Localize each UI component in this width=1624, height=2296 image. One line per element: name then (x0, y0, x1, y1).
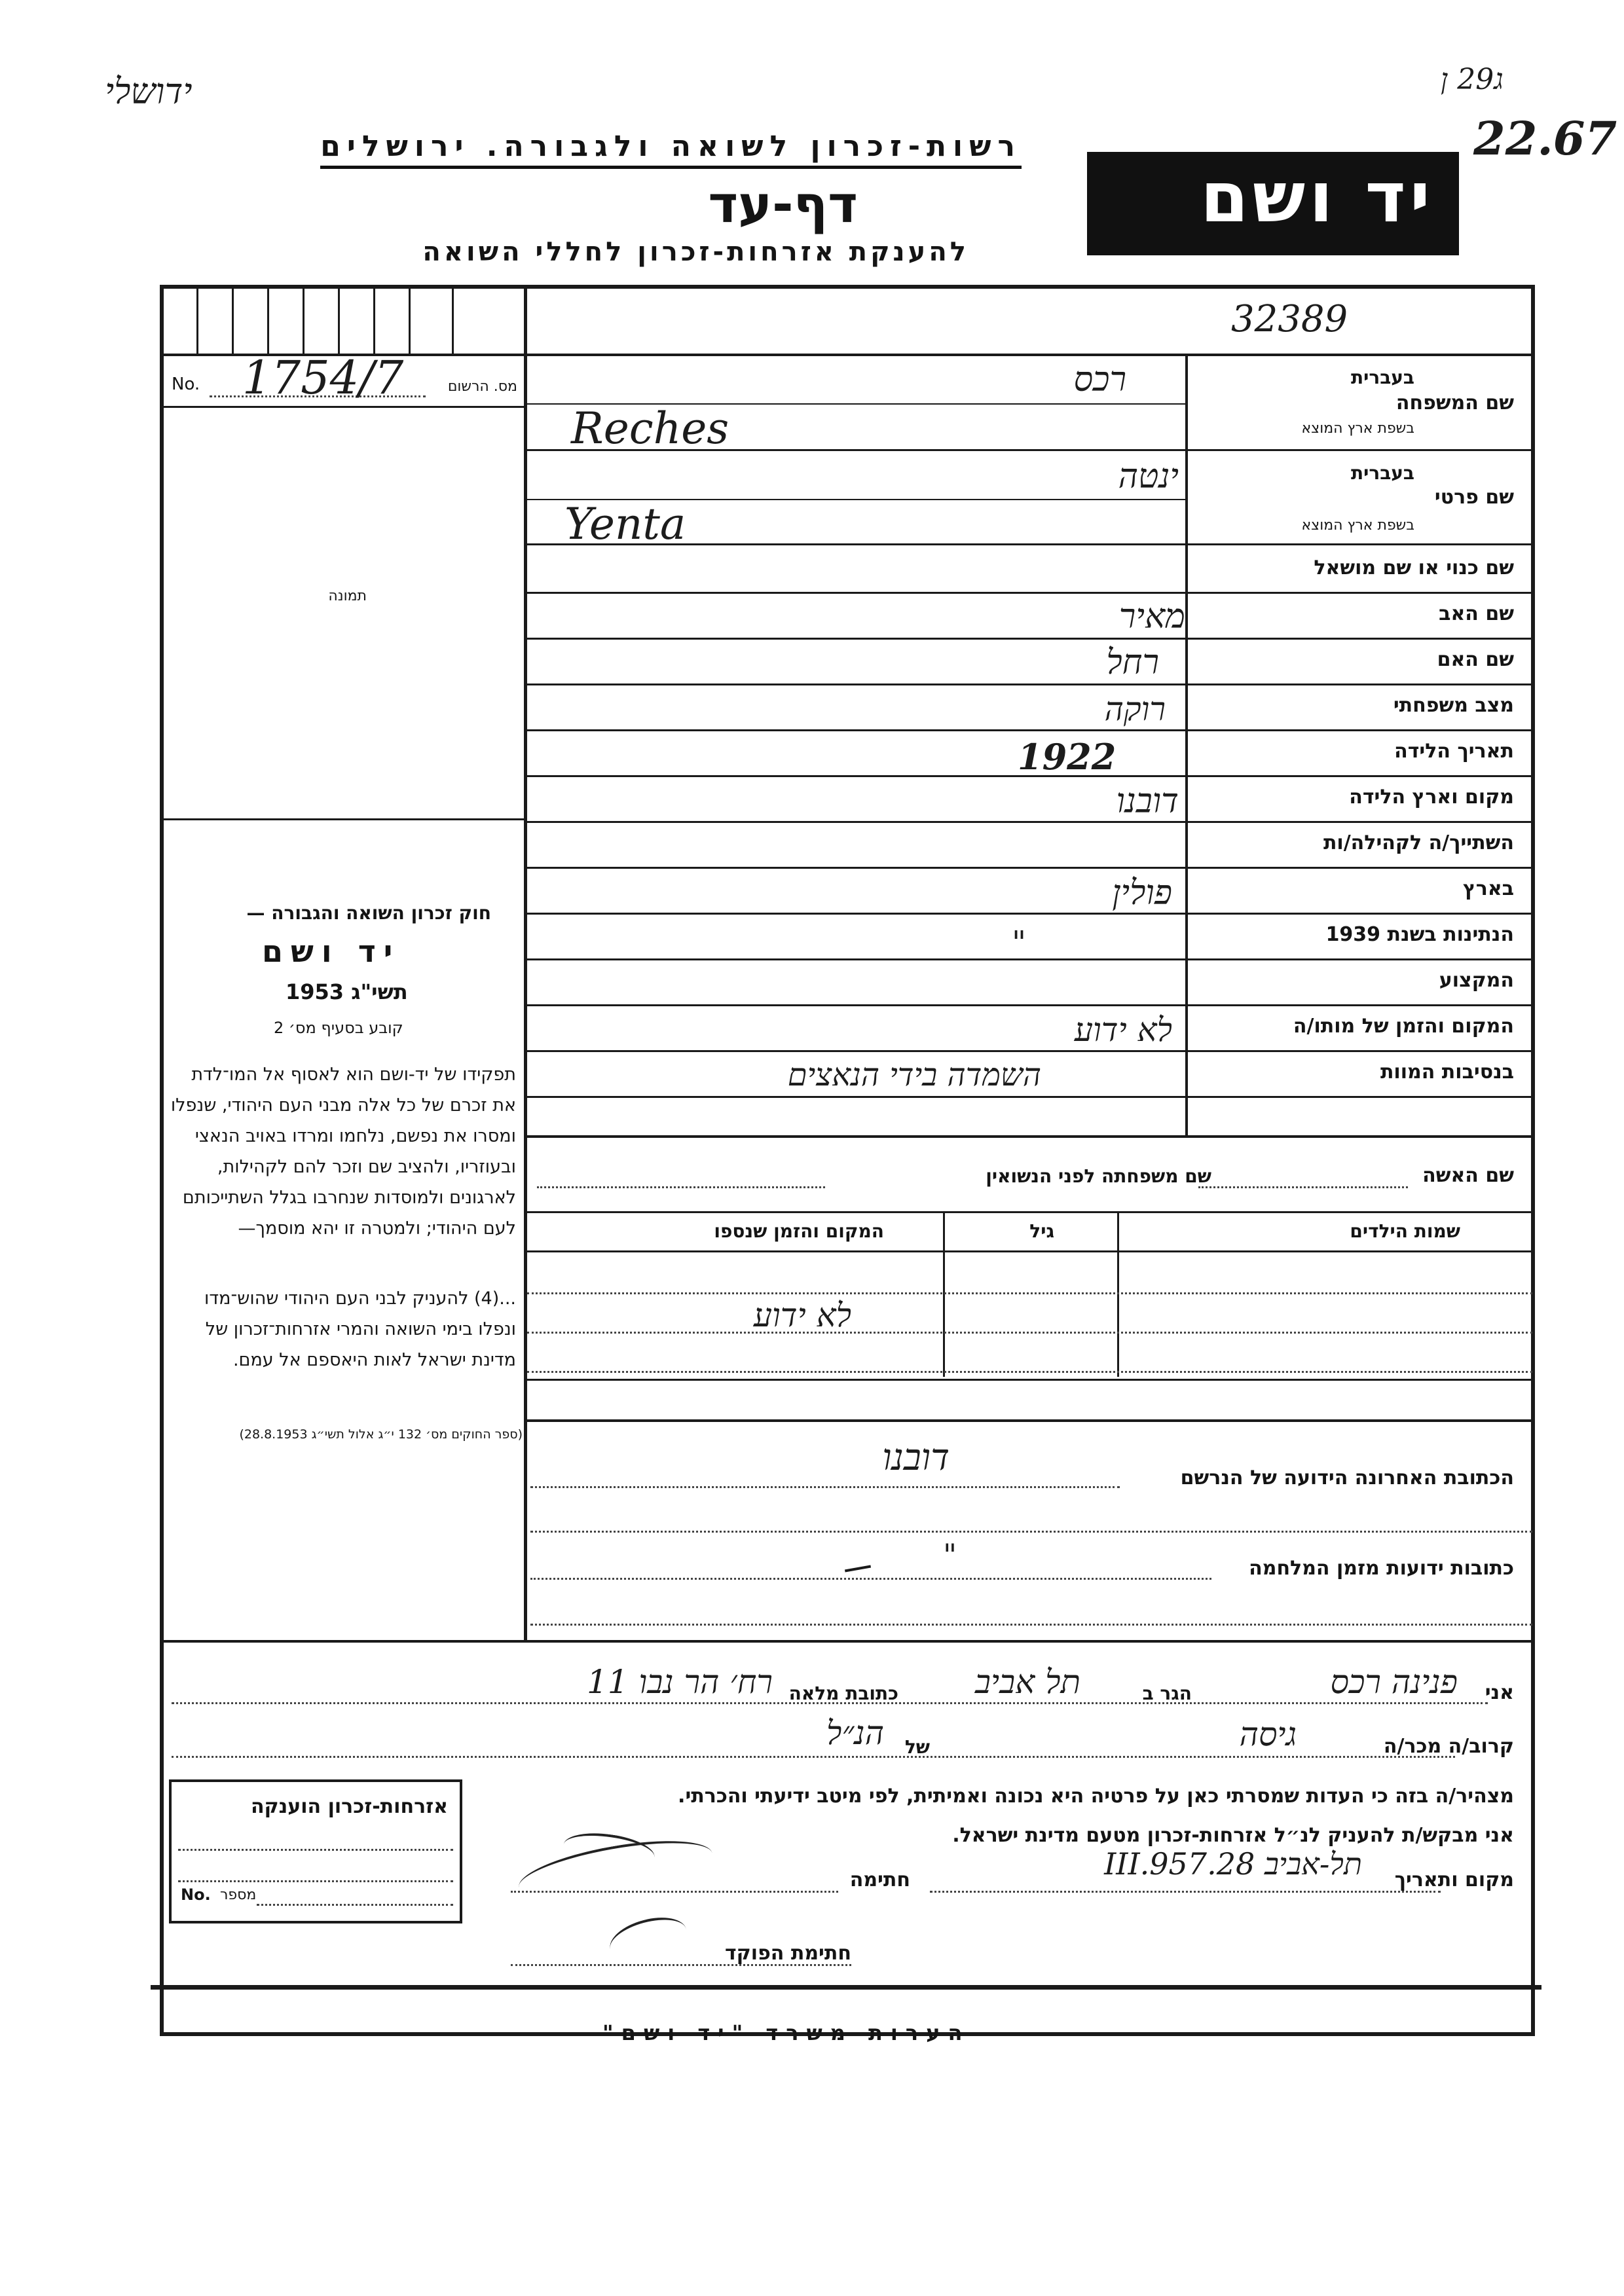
declarant-full-address-value: רח׳ הר נבו 11 (586, 1663, 773, 1701)
row-line (527, 958, 1532, 960)
declarant-line1-dotted (172, 1702, 1488, 1704)
nickname-label: שם כנוי או שם מושאל (1314, 556, 1514, 579)
row-line (527, 592, 1532, 594)
last-address-dotted-line (530, 1486, 1120, 1488)
children-place-header: המקום והזמן שנספו (714, 1220, 884, 1242)
box-dotted-line (178, 1849, 453, 1851)
family-name-origin-label: בשפת ארץ המוצא (1301, 420, 1414, 437)
war-addresses-value: " (943, 1537, 957, 1573)
form-subtitle: להענקת אזרחות-זכרון לחללי השואה (422, 237, 969, 267)
row-line (527, 683, 1532, 685)
law-reference: (ספר החוקים מס׳ 132 י״ג אלול תשי״ג 28.8.1953) (239, 1427, 523, 1442)
last-address-label: הכתובת האחרונה הידועה של הנרשם (1180, 1467, 1514, 1489)
frame-top (160, 285, 1535, 289)
remarks-label: הערות משרד "יד ושם" (602, 2020, 970, 2045)
family-name-origin-value: Reches (571, 403, 729, 454)
death-place-value: לא ידוע (1074, 1011, 1172, 1049)
photo-label: תמונה (328, 588, 367, 604)
label-column-divider (1185, 356, 1188, 1135)
children-row-line (527, 1371, 1532, 1373)
children-header-line (527, 1250, 1532, 1252)
birth-place-label: מקום וארץ הלידה (1349, 786, 1514, 809)
official-signature-dotted-line (511, 1964, 851, 1966)
frame-left (160, 285, 164, 2036)
marital-status-label: מצב משפחתי (1393, 694, 1514, 717)
war-addresses-label: כתובות ידועות מזמן המלחמה (1249, 1557, 1514, 1580)
last-address-value: דובנו (882, 1436, 950, 1479)
wife-name-label: שם האשה (1422, 1164, 1514, 1187)
yad-vashem-logo (1087, 152, 1459, 255)
first-name-origin-label: בשפת ארץ המוצא (1301, 517, 1414, 534)
wife-name-dotted-line (1198, 1186, 1408, 1188)
frame-column-divider (524, 285, 527, 1640)
address-extra-dotted-line-2 (530, 1624, 1532, 1626)
community-label: השתייך/ה לקהילה/ות (1323, 831, 1514, 854)
relative-label: קרוב/ה מכר/ה (1383, 1735, 1514, 1758)
children-names-header: שמות הילדים (1350, 1220, 1460, 1242)
declarant-name-value: פנינה רכס (1330, 1663, 1458, 1701)
declarant-full-address-label: כתובת מלאה (788, 1683, 898, 1704)
registration-divider (164, 406, 527, 408)
grid-line (409, 289, 411, 354)
logo-text: יד ושם (1200, 157, 1434, 238)
birth-place-value: דובנו (1116, 782, 1179, 821)
official-signature-icon (605, 1910, 691, 1968)
declarant-city-value: תל אביב (974, 1663, 1080, 1701)
row-line (527, 638, 1532, 640)
citizenship-granted-title: אזרחות-זכרון הוענקה (250, 1795, 448, 1818)
death-place-label: המקום והזמן של מותו/ה (1293, 1015, 1514, 1038)
box-dotted-line (178, 1880, 453, 1882)
address-section-top-line (527, 1419, 1532, 1422)
registration-prefix: No. (172, 374, 200, 394)
grid-line (196, 289, 198, 354)
maiden-name-label: שם משפחתה לפני הנשואין (986, 1165, 1211, 1187)
law-section: קובע בסעיף מס׳ 2 (274, 1019, 403, 1037)
law-text-1: תפקידו של יד-ושם הוא לאסוף אל המו־לדת את זכרם של כל אלה מבני העם היהודי, שנפלו ומסרו את נפשם, נלחמו ומרדו באויב הנאצי ובעוזריו, ולהציב שם וזכר להם לקהילות, לארגונים ולמוסדות שנחרבו בגלל השתייכותם לעם היהודי; ולמטרה זו יהא מוסמך— (170, 1065, 516, 1239)
row-line (527, 867, 1532, 869)
declarant-section-top-line (164, 1640, 1532, 1643)
citizenship-granted-box (169, 1779, 462, 1923)
law-name: יד ושם (262, 934, 401, 969)
box-number-prefix: No. (181, 1886, 211, 1904)
photo-divider (164, 818, 527, 820)
birth-date-value: 1922 (1018, 736, 1116, 778)
first-name-hebrew-label: בעברית (1350, 462, 1414, 484)
law-text-2: ...(4) להעניק לבני העם היהודי שהוש־מדו ונפלו בימי השואה והמרי אזרחות־זכרון של מדינת ישראל לאות היאספם אל עמם. (204, 1288, 516, 1370)
grid-line (373, 289, 375, 354)
of-label: של (904, 1736, 930, 1758)
law-title: חוק זכרון השואה והגבורה — (246, 902, 491, 924)
death-circumstances-label: בנסיבות המוות (1380, 1061, 1514, 1084)
children-top-line (527, 1211, 1532, 1213)
citizenship-1939-value: " (1012, 924, 1027, 961)
row-line (527, 729, 1532, 731)
grid-line (267, 289, 269, 354)
grid-line (452, 289, 454, 354)
row-line (527, 1004, 1532, 1006)
first-name-origin-value: Yenta (564, 499, 686, 549)
war-addresses-dotted-line (530, 1578, 1211, 1580)
children-bottom-line (527, 1379, 1532, 1381)
place-date-label: מקום ותאריך (1394, 1868, 1514, 1891)
maiden-name-dotted-line (537, 1186, 825, 1188)
family-name-label: שם המשפחה (1395, 392, 1514, 414)
marital-status-value: רוקה (1104, 690, 1166, 728)
top-right-small-note: ג29 ן (1441, 63, 1504, 96)
country-label: בארץ (1462, 877, 1514, 900)
children-row-line (527, 1292, 1532, 1294)
place-date-value: תל-אביב 28.III.957 (1104, 1846, 1362, 1882)
father-name-label: שם האב (1439, 602, 1514, 625)
frame-right (1531, 285, 1535, 2036)
first-name-label: שם פרטי (1434, 486, 1514, 509)
row-line (527, 913, 1532, 915)
family-name-hebrew-label: בעברית (1350, 367, 1414, 388)
declarant-i-label: אני (1485, 1681, 1514, 1704)
signature-label: חתימה (849, 1868, 910, 1891)
country-value: פולין (1112, 873, 1172, 913)
address-extra-dotted-line (530, 1531, 1532, 1533)
children-col-divider (943, 1213, 945, 1377)
declarant-resident-label: הגר ב (1142, 1683, 1192, 1704)
children-row-line (527, 1332, 1532, 1334)
official-signature-label: חתימת הפוקד (725, 1942, 851, 1965)
mother-name-value: רחל (1106, 643, 1159, 682)
mother-name-label: שם האם (1437, 648, 1514, 671)
law-year: תשי"ג 1953 (286, 979, 408, 1004)
form-title: דף-עד (708, 175, 858, 234)
declarant-line2-dotted (172, 1756, 1455, 1758)
children-age-header: גיל (1029, 1220, 1054, 1242)
citizenship-1939-label: הנתינות בשנת 1939 (1325, 923, 1514, 946)
row-line (527, 821, 1532, 823)
registration-label: מס. הרשום (447, 378, 517, 395)
children-row1-place-value: לא ידוע (753, 1296, 851, 1334)
war-address-dash (845, 1565, 871, 1573)
box-number-dotted-line (257, 1904, 453, 1906)
relative-value: גיסה (1239, 1715, 1297, 1753)
children-col-divider (1117, 1213, 1119, 1377)
frame-bottom-rule (151, 1985, 1541, 1990)
father-name-value: מאיר (1118, 597, 1185, 636)
place-date-dotted-line (930, 1891, 1441, 1893)
grid-line (338, 289, 340, 354)
row-line (527, 1135, 1532, 1138)
birth-date-label: תאריך הלידה (1394, 740, 1514, 763)
row-line (527, 1050, 1532, 1052)
declaration-statement-1: מצהיר/ה בזה כי העדות שמסרתי כאן על פרטיה היא נכונה ואמיתית, לפי מיטב ידיעתי והכרתי. (678, 1785, 1514, 1808)
grid-line (303, 289, 304, 354)
of-value: הנ״ל (826, 1714, 884, 1752)
declaration-statement-2: אני מבקש/ת להעניק לנ״ל אזרחות-זכרון מטעם מדינת ישראל. (952, 1824, 1514, 1847)
death-circumstances-value: השמדה בידי הנאצים (787, 1057, 1041, 1093)
organization-name: רשות-זכרון לשואה ולגבורה. ירושלים (320, 130, 1022, 169)
serial-number: 32389 (1231, 298, 1348, 340)
top-left-note: ידושלי (105, 71, 193, 112)
grid-line (232, 289, 234, 354)
profession-label: המקצוע (1439, 969, 1514, 992)
first-name-hebrew-value: ינטה (1118, 457, 1179, 496)
family-name-hebrew-value: רכס (1073, 360, 1126, 399)
box-number-label: מספר (220, 1887, 257, 1903)
top-right-number: 22.67 (1473, 111, 1617, 166)
registration-number: 1754/7 (242, 351, 404, 405)
row-line (527, 1096, 1532, 1098)
